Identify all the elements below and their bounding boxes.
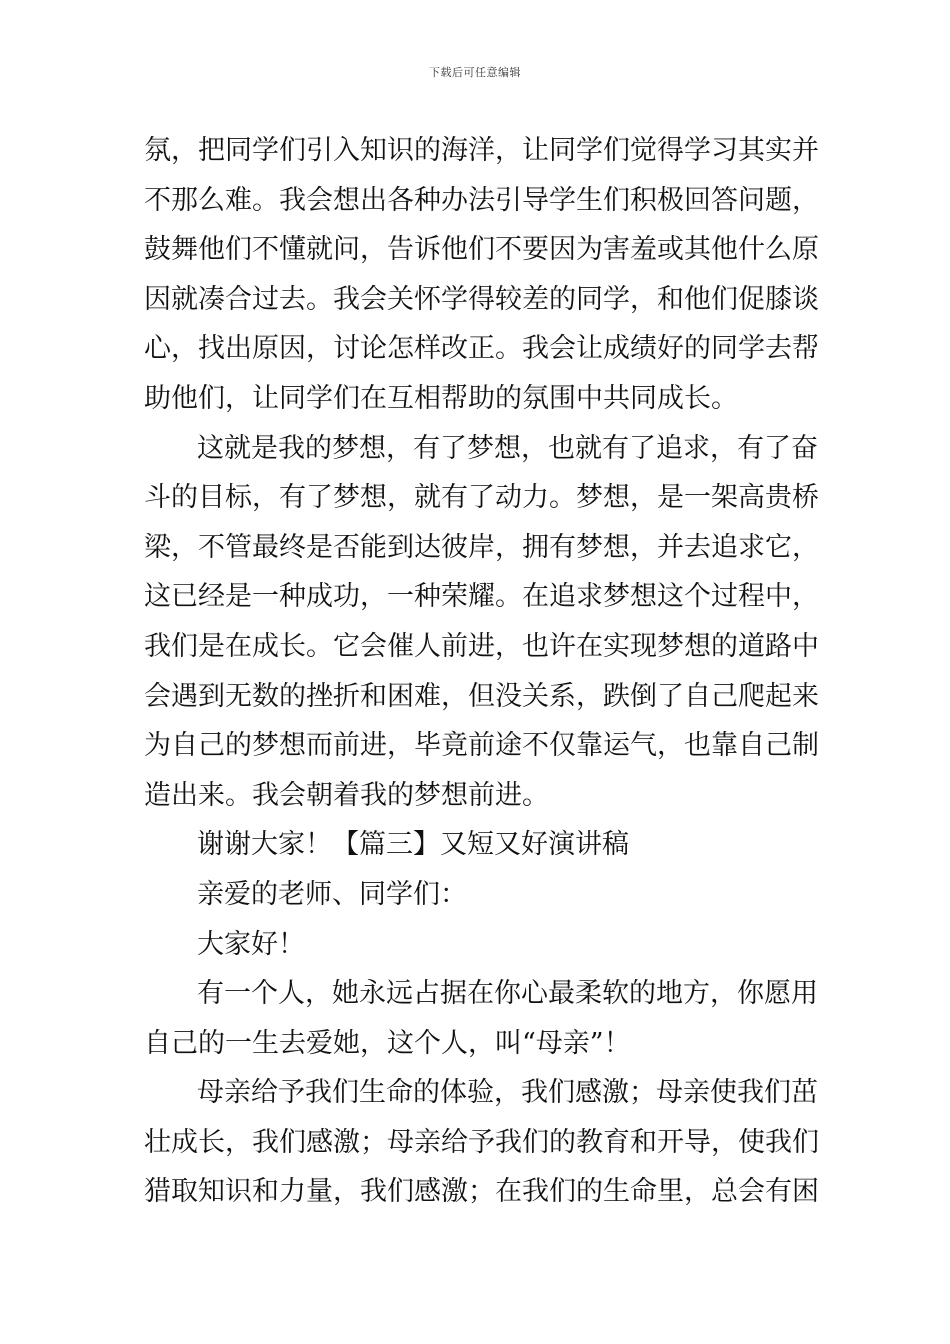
text-line: 猎取知识和力量，我们感激；在我们的生命里，总会有困 (144, 1176, 819, 1208)
text-line: 亲爱的老师、同学们： (197, 878, 467, 910)
text-line: 我们是在成长。它会催人前进，也许在实现梦想的道路中 (144, 630, 819, 662)
text-line: 为自己的梦想而前进，毕竟前途不仅靠运气，也靠自己制 (144, 730, 819, 762)
text-line: 鼓舞他们不懂就问，告诉他们不要因为害羞或其他什么原 (144, 234, 819, 266)
text-line: 斗的目标，有了梦想，就有了动力。梦想，是一架高贵桥 (144, 482, 819, 514)
text-line: 会遇到无数的挫折和困难，但没关系，跌倒了自己爬起来 (144, 680, 819, 712)
text-line: 梁，不管最终是否能到达彼岸，拥有梦想，并去追求它， (144, 531, 819, 563)
header-note: 下载后可任意编辑 (429, 66, 521, 79)
text-line: 有一个人，她永远占据在你心最柔软的地方，你愿用 (197, 978, 818, 1010)
text-line: 助他们，让同学们在互相帮助的氛围中共同成长。 (144, 382, 738, 414)
text-line: 造出来。我会朝着我的梦想前进。 (144, 779, 549, 811)
text-line: 谢谢大家！【篇三】又短又好演讲稿 (197, 829, 629, 861)
text-line: 壮成长，我们感激；母亲给予我们的教育和开导，使我们 (144, 1126, 819, 1158)
text-line: 这已经是一种成功，一种荣耀。在追求梦想这个过程中， (144, 581, 819, 613)
text-line: 心，找出原因，讨论怎样改正。我会让成绩好的同学去帮 (144, 333, 819, 365)
text-line: 不那么难。我会想出各种办法引导学生们积极回答问题， (144, 184, 819, 216)
text-line: 因就凑合过去。我会关怀学得较差的同学，和他们促膝谈 (144, 283, 819, 315)
text-line: 这就是我的梦想，有了梦想，也就有了追求，有了奋 (197, 432, 818, 464)
text-line: 母亲给予我们生命的体验，我们感激；母亲使我们茁 (197, 1077, 818, 1109)
document-body (144, 126, 819, 1217)
text-line: 自己的一生去爱她，这个人，叫“母亲”！ (144, 1027, 631, 1059)
text-line: 大家好！ (197, 928, 305, 960)
text-line: 氛，把同学们引入知识的海洋，让同学们觉得学习其实并 (144, 135, 819, 166)
